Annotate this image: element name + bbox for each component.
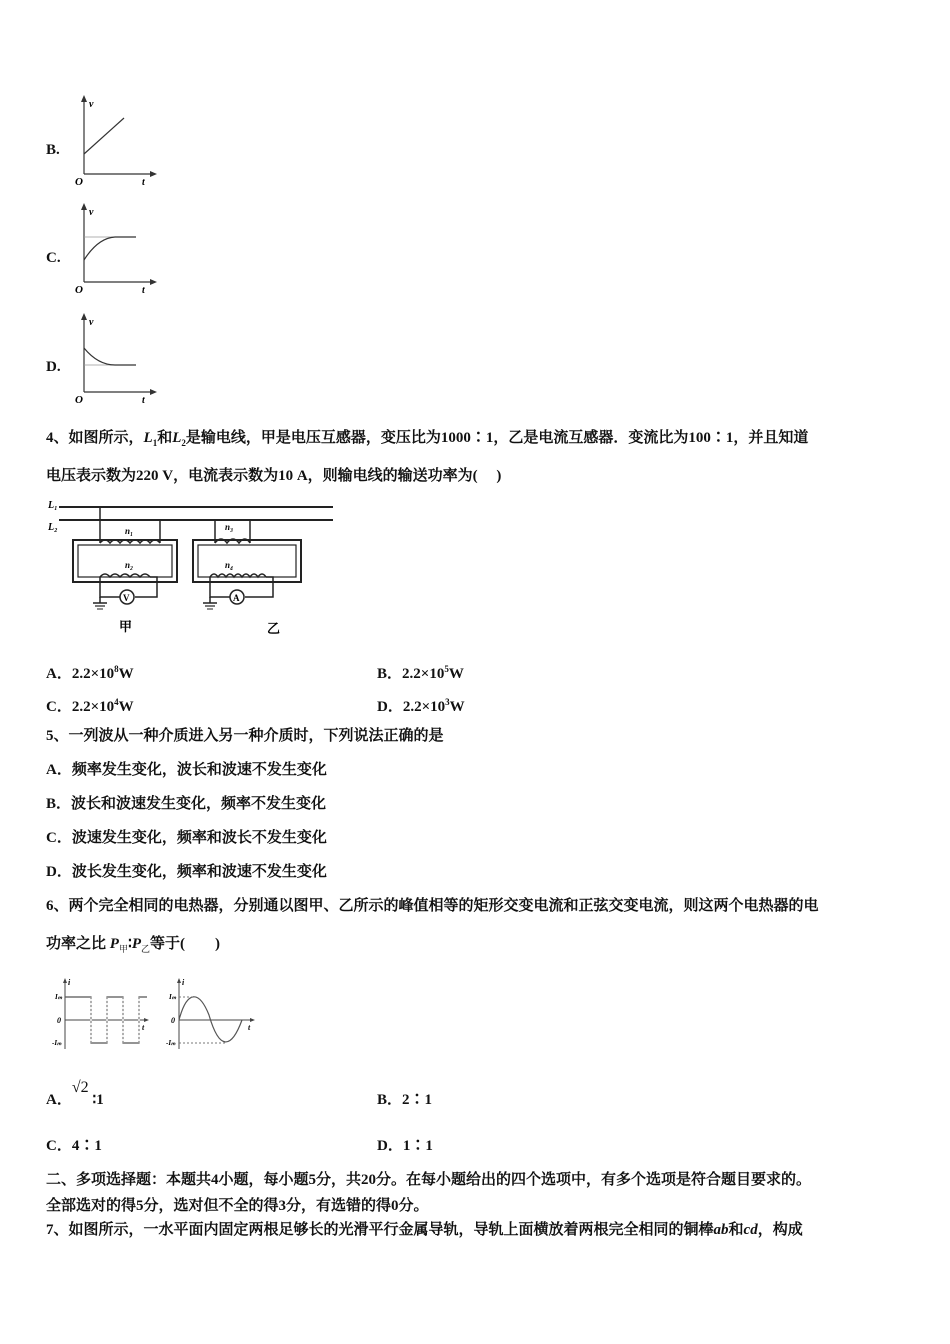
svg-text:甲: 甲 [119,619,133,634]
q4-option-b[interactable]: B．$2.2\times 10^5W$ [377,664,464,682]
svg-text:n₄: n₄ [225,560,234,570]
vt-graph-linear [70,92,160,187]
q5-option-b[interactable]: B．波长和波速发生变化，频率不发生变化 [46,796,327,812]
svg-text:V: V [123,593,130,603]
q6-option-a[interactable]: A．√2 ∶1 [46,1079,104,1108]
q6-stem-line2: 功率之比 $P_甲∶P_乙$等于( ) [46,936,221,954]
q6-stem-line1: 6、两个完全相同的电热器，分别通以图甲、乙所示的峰值相等的矩形交变电流和正弦交变电流，则这两个电热器的电 [46,898,819,914]
vt-graph-decaying [70,310,160,405]
svg-text:0: 0 [171,1016,175,1025]
q6-option-b[interactable]: B．2∶1 [377,1092,433,1108]
q6-option-c[interactable]: C．4∶1 [46,1138,102,1154]
option-d-label: D. [46,359,61,375]
q4-stem-line1: 4、如图所示，$L_1$和$L_2$是输电线，甲是电压互感器，变压比为1000∶1，乙是电流互感器．变流比为100∶1，并且知道 [46,430,809,448]
svg-text:n₂: n₂ [125,560,134,570]
svg-text:t: t [142,285,145,296]
svg-text:-Iₘ: -Iₘ [52,1039,62,1047]
svg-text:L₁: L₁ [48,500,58,511]
option-c-label: C. [46,250,61,266]
svg-text:0: 0 [57,1016,61,1025]
svg-text:t: t [142,1023,145,1032]
svg-text:L₂: L₂ [48,522,58,533]
svg-text:-Iₘ: -Iₘ [166,1039,176,1047]
axis-v: v [89,99,94,110]
svg-text:O: O [75,394,83,406]
option-b-label: B. [46,142,60,158]
vt-graph-saturating [70,200,160,295]
section2-intro-line1: 二、多项选择题：本题共4小题，每小题5分，共20分。在每小题给出的四个选项中，有多个选项是符合题目要求的。 [46,1172,812,1188]
q5-option-c[interactable]: C．波速发生变化，频率和波长不发生变化 [46,830,327,846]
svg-text:A: A [233,593,240,603]
q7-stem-line1: 7、如图所示，一水平面内固定两根足够长的光滑平行金属导轨，导轨上面横放着两根完全相同的铜棒ab和cd，构成 [46,1222,803,1238]
svg-text:n₁: n₁ [125,526,134,536]
svg-text:v: v [89,207,94,218]
q6-option-d[interactable]: D．1∶1 [377,1138,433,1154]
transformer-circuit-figure [45,495,345,640]
q4-stem-line2: 电压表示数为220 V，电流表示数为10 A，则输电线的输送功率为( ) [46,468,502,484]
svg-text:i: i [182,978,185,987]
q4-option-c[interactable]: C．$2.2\times 10^4W$ [46,697,134,715]
q5-option-a[interactable]: A．频率发生变化，波长和波速不发生变化 [46,762,327,778]
axis-t: t [142,177,145,188]
q4-option-d[interactable]: D．$2.2\times 10^3W$ [377,697,465,715]
svg-text:t: t [248,1023,251,1032]
current-waveforms-figure [52,975,265,1055]
q5-stem: 5、一列波从一种介质进入另一种介质时，下列说法正确的是 [46,728,444,744]
q4-option-a[interactable]: A．$2.2\times 10^8W$ [46,664,134,682]
svg-text:O: O [75,284,83,296]
svg-text:Iₘ: Iₘ [55,993,63,1001]
svg-text:v: v [89,317,94,328]
svg-text:i: i [68,978,71,987]
section2-intro-line2: 全部选对的得5分，选对但不全的得3分，有选错的得0分。 [46,1198,429,1214]
svg-text:t: t [142,395,145,406]
q5-option-d[interactable]: D．波长发生变化，频率和波速不发生变化 [46,864,327,880]
svg-text:n₃: n₃ [225,522,234,532]
svg-text:Iₘ: Iₘ [169,993,177,1001]
svg-text:乙: 乙 [267,621,281,636]
axis-o: O [75,176,83,188]
